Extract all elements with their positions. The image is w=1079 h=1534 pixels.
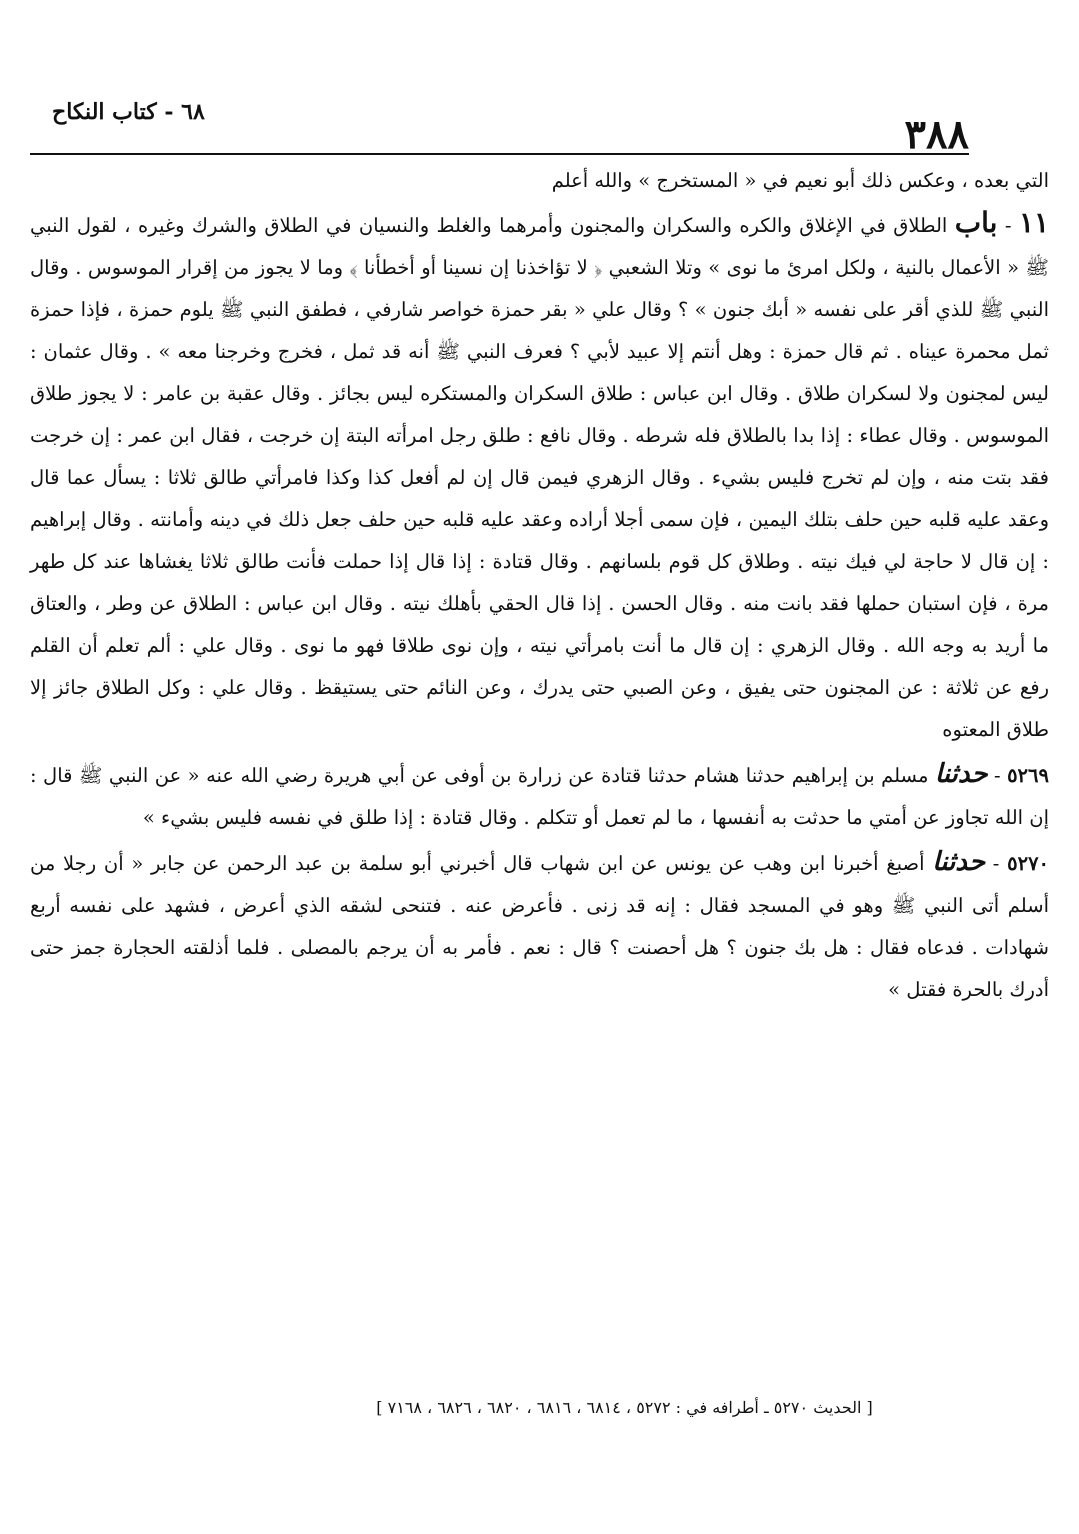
intro-text: التي بعده ، وعكس ذلك أبو نعيم في « المستخرج » والله أعلم	[551, 169, 1049, 192]
bab-dash: -	[1004, 214, 1012, 237]
haddathana-label: حدثنا	[934, 759, 988, 789]
hadith-text: مسلم بن إبراهيم حدثنا هشام حدثنا قتادة عن زرارة بن أوفى عن أبي هريرة رضي الله عنه « عن النبي ﷺ قال : إن الله تجاوز عن أمتي ما حدثت به أنفسها ، ما لم تعمل أو تتكلم . وقال قتادة : إذا طلق في نفسه فليس بشيء »	[30, 764, 1049, 829]
hadith-cross-reference-footnote: [ الحديث ٥٢٧٠ ـ أطرافه في : ٥٢٧٢ ، ٦٨١٤ ، ٦٨١٦ ، ٦٨٢٠ ، ٦٨٢٦ ، ٧١٦٨ ]	[376, 1398, 873, 1417]
page-body	[30, 160, 1049, 1011]
bab-text: الطلاق في الإغلاق والكره والسكران والمجنون وأمرهما والغلط والنسيان في الطلاق والشرك وغيره ، لقول النبي ﷺ « الأعمال بالنية ، ولكل امرئ ما نوى » وتلا الشعبي ﴿ لا تؤاخذنا إن نسينا أو أخطأنا ﴾ وما لا يجوز من إقرار الموسوس . وقال النبي ﷺ للذي أقر على نفسه « أبك جنون » ؟ وقال علي « بقر حمزة خواصر شارفي ، فطفق النبي ﷺ يلوم حمزة ، فإذا حمزة ثمل محمرة عيناه . ثم قال حمزة : وهل أنتم إلا عبيد لأبي ؟ فعرف النبي ﷺ أنه قد ثمل ، فخرج وخرجنا معه » . وقال عثمان : ليس لمجنون ولا لسكران طلاق . وقال ابن عباس : طلاق السكران والمستكره ليس بجائز . وقال عقبة بن عامر : لا يجوز طلاق الموسوس . وقال عطاء : إذا بدا بالطلاق فله شرطه . وقال نافع : طلق رجل امرأته البتة إن خرجت ، فقال ابن عمر : إن خرجت فقد بتت منه ، وإن لم تخرج فليس بشيء . وقال الزهري فيمن قال إن لم أفعل كذا وكذا فامرأتي طالق ثلاثا : يسأل عما قال وعقد عليه قلبه حين حلف بتلك اليمين ، فإن سمى أجلا أراده وعقد عليه قلبه حين حلف جعل ذلك في دينه وأمانته . وقال إبراهيم : إن قال لا حاجة لي فيك نيته . وطلاق كل قوم بلسانهم . وقال قتادة : إذا قال إذا حملت فأنت طالق ثلاثا يغشاها عند كل طهر مرة ، فإن استبان حملها فقد بانت منه . وقال الحسن . إذا قال الحقي بأهلك نيته . وقال ابن عباس : الطلاق عن وطر ، والعتاق ما أريد به وجه الله . وقال الزهري : إن قال ما أنت بامرأتي نيته ، وإن نوى طلاقا فهو ما نوى . وقال علي : ألم تعلم أن القلم رفع عن ثلاثة : عن المجنون حتى يفيق ، وعن الصبي حتى يدرك ، وعن النائم حتى يستيقظ . وقال علي : وكل الطلاق جائز إلا طلاق المعتوه	[30, 214, 1049, 741]
page-header	[30, 95, 969, 158]
hadith-5269	[30, 753, 1049, 839]
intro-line	[30, 160, 1049, 202]
hadith-dash: -	[992, 852, 1000, 875]
hadith-number: ٥٢٦٩	[1007, 764, 1049, 787]
bab-section	[30, 202, 1049, 751]
hadith-5270	[30, 841, 1049, 1011]
hadith-dash: -	[994, 764, 1001, 787]
bab-label: باب	[954, 206, 998, 239]
page-number: ٣٨٨	[904, 111, 969, 158]
running-title: ٦٨ - كتاب النكاح	[52, 99, 205, 125]
haddathana-label: حدثنا	[932, 847, 986, 877]
hadith-number: ٥٢٧٠	[1007, 852, 1050, 875]
hadith-text: أصبغ أخبرنا ابن وهب عن يونس عن ابن شهاب قال أخبرني أبو سلمة بن عبد الرحمن عن جابر « أن رجلا من أسلم أتى النبي ﷺ وهو في المسجد فقال : إنه قد زنى . فأعرض عنه . فتنحى لشقه الذي أعرض ، فشهد على نفسه أربع شهادات . فدعاه فقال : هل بك جنون ؟ هل أحصنت ؟ قال : نعم . فأمر به أن يرجم بالمصلى . فلما أذلقته الحجارة جمز حتى أدرك بالحرة فقتل »	[30, 852, 1049, 1001]
bab-number: ١١	[1018, 206, 1050, 239]
